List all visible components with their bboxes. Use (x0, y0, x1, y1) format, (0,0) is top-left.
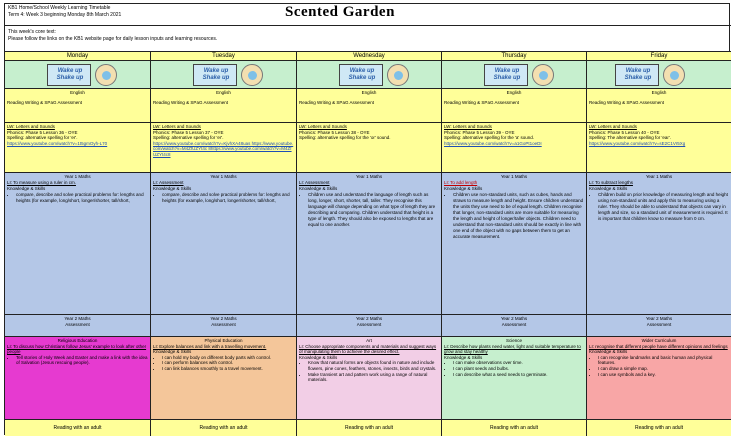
skills-list-item: • I can link balances smoothly to a travel movement. (162, 366, 294, 372)
core-text-label: This week's core text: (8, 29, 56, 35)
letters-heading: LW: Letters and Sounds (299, 124, 347, 129)
maths2-cell (442, 315, 587, 337)
english-cell (5, 89, 151, 123)
year2-maths-row (5, 315, 731, 337)
spelling-text: Spelling: The alternative spelling for 'ear'. (589, 135, 671, 140)
knowledge-skills-label: Knowledge & Skills (444, 354, 483, 360)
english-cell (151, 89, 297, 123)
wakeup-logo-text: Wake up Shake up (56, 68, 84, 81)
skills-list-item: • I can describe what a seed needs to germinate. (453, 372, 584, 378)
skills-list-item: • I can recognise landmarks and basic human and physical features. (598, 355, 729, 366)
subjects-row (5, 337, 731, 420)
english-heading: English (216, 90, 231, 95)
learning-intention: LI: To measure using a ruler in cm. (7, 180, 76, 185)
maths1-cell-thursday (442, 173, 587, 315)
reading-cell: Reading with an adult (634, 425, 684, 431)
skills-list-item: • Make transient art and pattern work using a range of natural materials. (308, 372, 439, 383)
maths2-heading: Year 2 Maths (645, 316, 673, 321)
english-cell (297, 89, 442, 123)
wakeup-cell (587, 61, 731, 89)
page-title: Scented Garden (285, 4, 395, 20)
skills-list (16, 192, 148, 204)
maths2-assessment: Assessment (65, 322, 90, 327)
day-header-row (5, 52, 731, 61)
learning-intention: LI: To add length (444, 180, 478, 185)
knowledge-skills-label: Knowledge & Skills (7, 186, 46, 191)
letters-cell-monday (5, 123, 151, 173)
skills-list-item: • I can plant seeds and bulbs. (453, 366, 584, 372)
knowledge-skills-label: Knowledge & Skills (589, 186, 628, 191)
app-logo-icon[interactable] (241, 64, 263, 86)
learning-intention: LI: Describe how plants need water, light and suitable temperature to grow and stay healthy (444, 343, 581, 355)
core-text-section (5, 26, 731, 52)
phonics-text: Phonics: Phase 5 Lesson 36 - OYE (7, 129, 78, 135)
wakeup-logo[interactable] (339, 64, 383, 86)
wakeup-cell (5, 61, 151, 89)
maths1-cell-wednesday (297, 173, 442, 315)
skills-list (162, 192, 294, 204)
header-line-1: KB1 Home/School Weekly Learning Timetable (8, 5, 111, 11)
maths2-heading: Year 2 Maths (355, 316, 383, 321)
english-heading: English (361, 90, 377, 95)
header-line-2: Term 4: Week 3 beginning Monday 8th March 2021 (8, 12, 122, 18)
wakeup-logo[interactable] (484, 64, 528, 86)
english-activities: Reading Writing & SPaG Assessment (7, 100, 82, 105)
english-heading: English (70, 90, 85, 95)
skills-list-item: • I can make observations over time. (453, 360, 584, 366)
subject-heading: Wider Curriculum (641, 338, 677, 343)
subject-cell-wider-curriculum (587, 337, 731, 420)
spelling-text: Spelling: alternative spelling for 'er'. (153, 135, 224, 140)
learning-intention: LI: Choose appropriate components and materials and suggest ways of manipulating them to achieve the desired effect. (299, 343, 437, 355)
maths2-cell (5, 315, 151, 337)
wakeup-logo[interactable] (615, 64, 659, 86)
day-tuesday: Tuesday (151, 52, 297, 61)
maths1-cell-tuesday (151, 173, 297, 315)
maths1-cell-friday (587, 173, 731, 315)
skills-list (308, 360, 439, 382)
maths1-heading: Year 1 Maths (355, 174, 383, 179)
skills-list-item: • compare, describe and solve practical problems for: lengths and heights (for example, long/short, longer/shorter, tall/short, (16, 192, 148, 204)
day-wednesday: Wednesday (297, 52, 442, 61)
subject-heading: Science (505, 338, 522, 343)
english-heading: English (651, 90, 667, 95)
maths2-assessment: Assessment (646, 322, 672, 327)
learning-intention: LI: recognise that different people have different opinions and feelings (589, 343, 728, 349)
english-activities: Reading Writing & SPaG Assessment (153, 100, 228, 105)
maths2-cell (297, 315, 442, 337)
english-cell (442, 89, 587, 123)
app-logo-icon[interactable] (95, 64, 117, 86)
english-row (5, 89, 731, 123)
phonics-text: Phonics: Phase 5 Lesson 39 - OYE (444, 129, 515, 135)
spelling-text: Spelling: alternative spelling for the 'or' sound. (299, 135, 391, 140)
day-friday: Friday (587, 52, 731, 61)
wakeup-cell (297, 61, 442, 89)
year1-maths-row (5, 173, 731, 315)
reading-cell: Reading with an adult (442, 420, 587, 436)
skills-list (598, 192, 729, 222)
day-thursday: Thursday (442, 52, 587, 61)
letters-heading: LW: Letters and Sounds (444, 124, 492, 129)
knowledge-skills-label: Knowledge & Skills (589, 349, 628, 355)
skills-list (308, 192, 439, 228)
youtube-link[interactable]: https://www.youtube.com/watch?v=sE2C1Vr5Xg (589, 140, 686, 146)
maths2-heading: Year 2 Maths (210, 316, 237, 321)
day-monday: Monday (5, 52, 151, 61)
english-activities: Reading Writing & SPaG Assessment (444, 100, 519, 105)
youtube-link[interactable]: https://www.youtube.com/watch?v=1t5gmOyh-L70 (7, 140, 108, 146)
knowledge-skills-label: Knowledge & Skills (299, 354, 338, 360)
skills-list-item: • I can perform balances with control. (162, 360, 294, 366)
letters-cell-tuesday (151, 123, 297, 173)
phonics-text: Phonics: Phase 5 Lesson 37 - OYE (153, 129, 224, 135)
wakeup-logo[interactable] (47, 64, 91, 86)
letters-heading: LW: Letters and Sounds (589, 124, 637, 129)
knowledge-skills-label: Knowledge & Skills (299, 186, 338, 191)
core-text-instructions: Please follow the links on the KB1 website page for daily lesson inputs and learning resources. (8, 36, 218, 42)
skills-list-item: • I can draw a simple map. (598, 366, 729, 372)
knowledge-skills-label: Knowledge & Skills (153, 186, 192, 191)
maths2-cell (151, 315, 297, 337)
subject-heading: Physical Education (204, 338, 243, 343)
spelling-text: Spelling: alternative spelling for 'er'. (7, 135, 78, 140)
letters-cell-thursday (442, 123, 587, 173)
skills-list (453, 360, 584, 377)
app-logo-icon[interactable] (663, 64, 685, 86)
wakeup-logo-text: Wake up Shake up (493, 68, 521, 81)
wakeup-logo-text: Wake up Shake up (624, 68, 652, 81)
timetable (4, 3, 730, 435)
wakeup-logo-text: Wake up Shake up (202, 68, 230, 81)
skills-list (162, 355, 294, 372)
timetable-grid (5, 52, 731, 436)
youtube-link[interactable]: https://www.youtube.com/watch?v=KjvhXA48uas https://www.youtube.com/watch?v=M4ZfUZYt4c 8https://www.youtube.com/watch?v=M4ZfUZYt4c8 (153, 140, 294, 157)
maths1-heading: Year 1 Maths (645, 174, 673, 179)
subject-cell-science (442, 337, 587, 420)
skills-list-item: • Children use non-standard units, such as cubes, hands and straws to measure length and height. Ensure children understand the units they use need to be of equal length. Children recognise that longer, non-standard units are more suitable for measuring the length and height of longer/taller objects. Children need to understand that non-standard units should be exactly in line with one end of the object with no gaps between them to get an accurate measurement. (453, 192, 584, 240)
app-logo-icon[interactable] (532, 64, 554, 86)
english-cell (587, 89, 731, 123)
wakeup-logo-text: Wake up Shake up (348, 68, 376, 81)
subject-cell-art (297, 337, 442, 420)
letters-heading: LW: Letters and Sounds (7, 124, 55, 129)
knowledge-skills-label: Knowledge & Skills (153, 349, 192, 355)
maths2-cell (587, 315, 731, 337)
wakeup-cell (442, 61, 587, 89)
maths2-heading: Year 2 Maths (500, 316, 528, 321)
phonics-text: Phonics: Phase 5 Lesson 40 - OYE (589, 129, 660, 135)
reading-row (5, 420, 731, 436)
maths2-assessment: Assessment (211, 322, 236, 327)
letters-heading: LW: Letters and Sounds (153, 124, 201, 129)
skills-list-item: • Children build on prior knowledge of measuring length and height using non-standard units and apply this to measuring using a ruler. They should be able to understand that objects can vary in length and size, so a standard unit of measurement is required. It is important that children know to measure from 0 cm. (598, 192, 729, 222)
letters-cell-wednesday (297, 123, 442, 173)
learning-intention: LI: Explore balances and link with a travelling movement. (153, 343, 267, 349)
skills-list-item: • Children use and understand the language of length such as long, longer, short, shorter, tall, taller. They recognise this language will change depending on what type of length they are describing and comparing. Children understand that height is a type of length. They should also be exposed to lengths that are equal to one another. (308, 192, 439, 228)
letters-sounds-row (5, 123, 731, 173)
english-activities: Reading Writing & SPaG Assessment (299, 100, 374, 105)
skills-list (16, 355, 148, 366)
spelling-text: Spelling: alternative spelling for the 'a' sound. (444, 135, 535, 140)
skills-list (598, 355, 729, 377)
skills-list (453, 192, 584, 240)
wakeup-cell (151, 61, 297, 89)
subject-heading: Art (366, 338, 372, 343)
subject-heading: Religious Education (57, 338, 98, 343)
learning-intention: LI: Assessment (153, 180, 184, 185)
timetable-header (5, 4, 731, 26)
knowledge-skills-label: Knowledge & Skills (444, 186, 483, 191)
skills-list-item: • I can hold my body on different body parts with control. (162, 355, 294, 361)
maths2-heading: Year 2 Maths (64, 316, 91, 321)
reading-cell: Reading with an adult (5, 420, 151, 436)
reading-cell: Reading with an adult (297, 420, 442, 436)
english-activities: Reading Writing & SPaG Assessment (589, 100, 664, 105)
header-info (8, 5, 121, 19)
youtube-link[interactable]: https://www.youtube.com/watch?v=a1GoPt1oeDI (444, 140, 542, 146)
app-logo-icon[interactable] (387, 64, 409, 86)
skills-list-item: • Tell stories of Holy Week and Easter and make a link with the idea of Salvation (Jesus rescuing people). (16, 355, 148, 366)
maths1-cell-monday (5, 173, 151, 315)
letters-cell-friday (587, 123, 731, 173)
learning-intention: LI: To discuss how Christians follow Jesus' example to look after other people (7, 343, 147, 355)
phonics-text: Phonics: Phase 5 Lesson 38 - OYE (299, 129, 370, 135)
skills-list-item: • compare, describe and solve practical problems for: lengths and heights (for example, long/short, longer/shorter, tall/short, (162, 192, 294, 204)
maths2-assessment: Assessment (501, 322, 527, 327)
skills-list-item: • I can use symbols and a key. (598, 372, 729, 378)
maths1-heading: Year 1 Maths (64, 174, 91, 179)
learning-intention: LI: Assessment (299, 180, 330, 185)
learning-intention: LI: To subtract lengths (589, 180, 633, 185)
wakeup-row (5, 61, 731, 89)
subject-cell-re (5, 337, 151, 420)
maths1-heading: Year 1 Maths (500, 174, 528, 179)
reading-cell: Reading with an adult (151, 420, 297, 436)
maths1-heading: Year 1 Maths (210, 174, 237, 179)
wakeup-logo[interactable] (193, 64, 237, 86)
english-heading: English (506, 90, 522, 95)
skills-list-item: • Know that natural forms are objects found in nature and include flowers, pine cones, feathers, stones, insects, birds and crystals. (308, 360, 439, 371)
maths2-assessment: Assessment (356, 322, 382, 327)
subject-cell-pe (151, 337, 297, 420)
